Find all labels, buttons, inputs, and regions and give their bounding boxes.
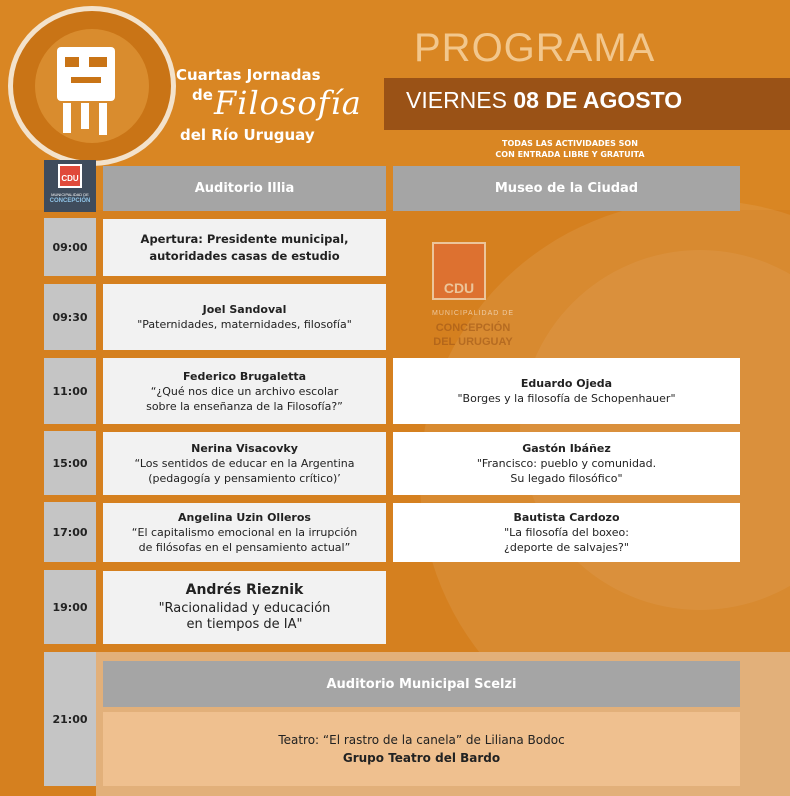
date-day: 08 DE AGOSTO <box>513 87 683 113</box>
event-speaker: Federico Brugaletta <box>182 369 307 383</box>
time-slot: 15:00 <box>44 431 96 495</box>
watermark-city: CONCEPCIÓN <box>435 322 511 334</box>
event-logo <box>8 6 176 166</box>
event-title: “Los sentidos de educar en la Argentina (pedagogía y pensamiento crítico)’ <box>134 457 355 485</box>
time-slot: 21:00 <box>44 652 96 786</box>
event-card <box>103 432 386 495</box>
event-title: "Paternidades, maternidades, filosofía" <box>137 318 352 331</box>
badge-cdu: CDU <box>61 174 79 183</box>
time-slot: 09:00 <box>44 218 96 276</box>
event-speaker: Bautista Cardozo <box>513 511 620 524</box>
time-slot: 17:00 <box>44 502 96 562</box>
watermark-muni: MUNICIPALIDAD DE <box>432 310 514 317</box>
note-line2: CON ENTRADA LIBRE Y GRATUITA <box>495 150 645 159</box>
event-card <box>103 358 386 424</box>
event-title: autoridades casas de estudio <box>149 248 340 263</box>
event-speaker: Eduardo Ojeda <box>520 377 613 390</box>
date-heading <box>406 87 682 114</box>
event-card <box>103 219 386 276</box>
time-slot: 09:30 <box>44 284 96 350</box>
municipality-badge <box>44 160 96 212</box>
municipality-watermark-logo <box>418 222 528 352</box>
event-title: "Borges y la filosofía de Schopenhauer" <box>457 392 676 405</box>
event-speaker: Andrés Rieznik <box>185 582 304 598</box>
time-slot: 19:00 <box>44 570 96 644</box>
column-header-auditorio-illia: Auditorio Illia <box>103 166 386 211</box>
event-card <box>103 571 386 644</box>
free-entry-note <box>470 138 670 160</box>
badge-muni: MUNICIPALIDAD DE <box>51 192 89 197</box>
event-title: “¿Qué nos dice un archivo escolar sobre la enseñanza de la Filosofía?” <box>146 384 343 413</box>
event-speaker: Apertura: Presidente municipal, <box>140 231 349 246</box>
date-band <box>384 78 790 130</box>
event-card <box>393 358 740 424</box>
column-header-auditorio-scelzi: Auditorio Municipal Scelzi <box>103 661 740 707</box>
event-title: “El capitalismo emocional en la irrupción de filósofas en el pensamiento actual” <box>131 526 358 554</box>
event-card <box>393 432 740 495</box>
programa-title: PROGRAMA <box>414 26 656 70</box>
title-line1: Cuartas Jornadas <box>176 66 321 84</box>
mask-glyph-icon <box>51 33 121 143</box>
title-script: Filosofía <box>214 84 362 122</box>
event-card <box>393 503 740 562</box>
title-line3: del Río Uruguay <box>180 126 315 144</box>
note-line1: TODAS LAS ACTIVIDADES SON <box>502 139 638 148</box>
event-speaker: Nerina Visacovky <box>191 442 298 455</box>
watermark-cdu: CDU <box>443 280 475 296</box>
event-card <box>103 503 386 562</box>
event-speaker: Joel Sandoval <box>202 303 287 316</box>
event-title: Teatro: “El rastro de la canela” de Liliana Bodoc <box>278 733 565 747</box>
date-prefix: VIERNES <box>406 87 514 113</box>
event-title: "Francisco: pueblo y comunidad. Su legado filosófico" <box>476 457 657 485</box>
title-de: de <box>192 86 213 104</box>
event-card <box>103 712 740 786</box>
column-header-museo: Museo de la Ciudad <box>393 166 740 211</box>
watermark-city2: DEL URUGUAY <box>433 336 513 348</box>
event-speaker: Angelina Uzin Olleros <box>178 511 311 524</box>
event-title: "La filosofía del boxeo: ¿deporte de salvajes?" <box>504 526 629 554</box>
event-group: Grupo Teatro del Bardo <box>342 751 501 765</box>
event-title: "Racionalidad y educación en tiempos de IA" <box>158 601 331 632</box>
event-card <box>103 284 386 350</box>
time-slot: 11:00 <box>44 358 96 424</box>
badge-city: CONCEPCIÓN <box>49 198 91 204</box>
event-speaker: Gastón Ibáñez <box>522 442 611 455</box>
